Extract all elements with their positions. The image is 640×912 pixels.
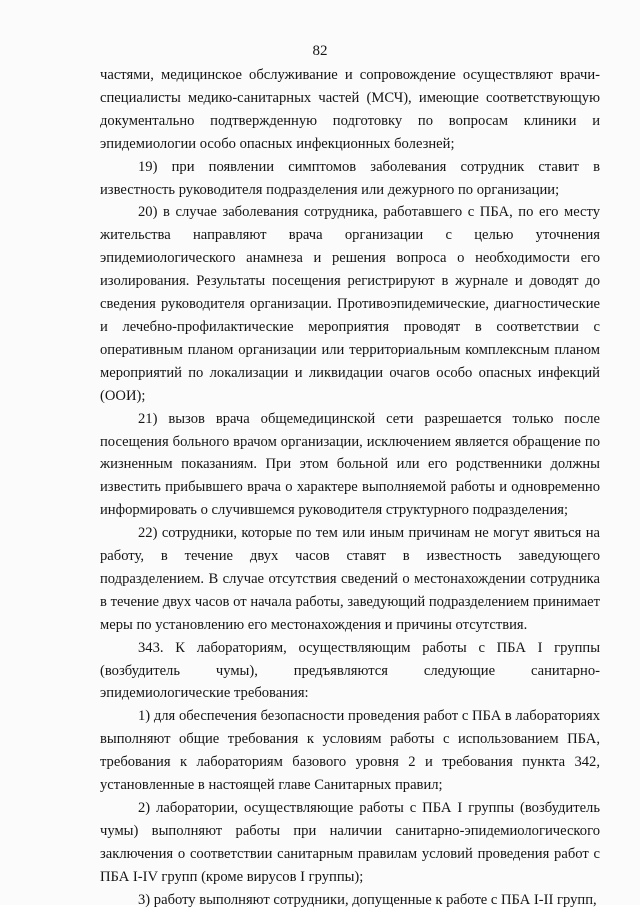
paragraph-item-20: 20) в случае заболевания сотрудника, работавшего с ПБА, по его месту жительства направляют врача организации с целью уточнения эпидемиологического анамнеза и решения вопроса о необходимости его изолирования. Результаты посещения регистрируют в журнале и доводят до сведения руководителя организации. Противоэпидемические, диагностические и лечебно-профилактические мероприятия проводят в соответствии с оперативным планом организации или территориальным комплексным планом мероприятий по локализации и ликвидации очагов особо опасных инфекций (ООИ); <box>100 204 600 404</box>
paragraph-section-343: 343. К лабораториям, осуществляющим работы с ПБА I группы (возбудитель чумы), предъявляются следующие санитарно-эпидемиологические требования: <box>100 639 600 702</box>
paragraph-item-3: 3) работу выполняют сотрудники, допущенные к работе с ПБА I-II групп, <box>138 891 597 908</box>
paragraph-item-22: 22) сотрудники, которые по тем или иным причинам не могут явиться на работу, в течение двух часов ставят в известность заведующего подразделением. В случае отсутствия сведений о местонахождении сотрудника в течение двух часов от начала работы, заведующий подразделением принимает меры по установлению его местонахождения и причины отсутствия. <box>100 525 600 633</box>
paragraph-item-1: 1) для обеспечения безопасности проведения работ с ПБА в лабораториях выполняют общие требования к условиям работы с использованием ПБА, требования к лабораториям базового уровня 2 и требования пункта 342, установленные в настоящей главе Санитарных правил; <box>100 708 600 794</box>
paragraph-continuation: частями, медицинское обслуживание и сопровождение осуществляют врачи-специалисты медико-санитарных частей (МСЧ), имеющие соответствующую документально подтвержденную подготовку по вопросам клиники и эпидемиологии особо опасных инфекционных болезней; <box>100 67 600 152</box>
paragraph-item-2: 2) лаборатории, осуществляющие работы с ПБА I группы (возбудитель чумы) выполняют работы при наличии санитарно-эпидемиологического заключения о соответствии санитарным правилам условий проведения работ с ПБА I-IV групп (кроме вирусов I группы); <box>100 800 600 885</box>
paragraph-item-21: 21) вызов врача общемедицинской сети разрешается только после посещения больного врачом организации, исключением является обращение по жизненным показаниям. При этом больной или его родственники должны известить прибывшего врача о характере выполняемой работы и одновременно информировать о случившемся руководителя структурного подразделения; <box>100 410 600 519</box>
page-number: 82 <box>312 43 328 59</box>
paragraph-item-19: 19) при появлении симптомов заболевания сотрудник ставит в известность руководителя подразделения или дежурного по организации; <box>100 158 600 198</box>
document-body <box>100 64 600 912</box>
